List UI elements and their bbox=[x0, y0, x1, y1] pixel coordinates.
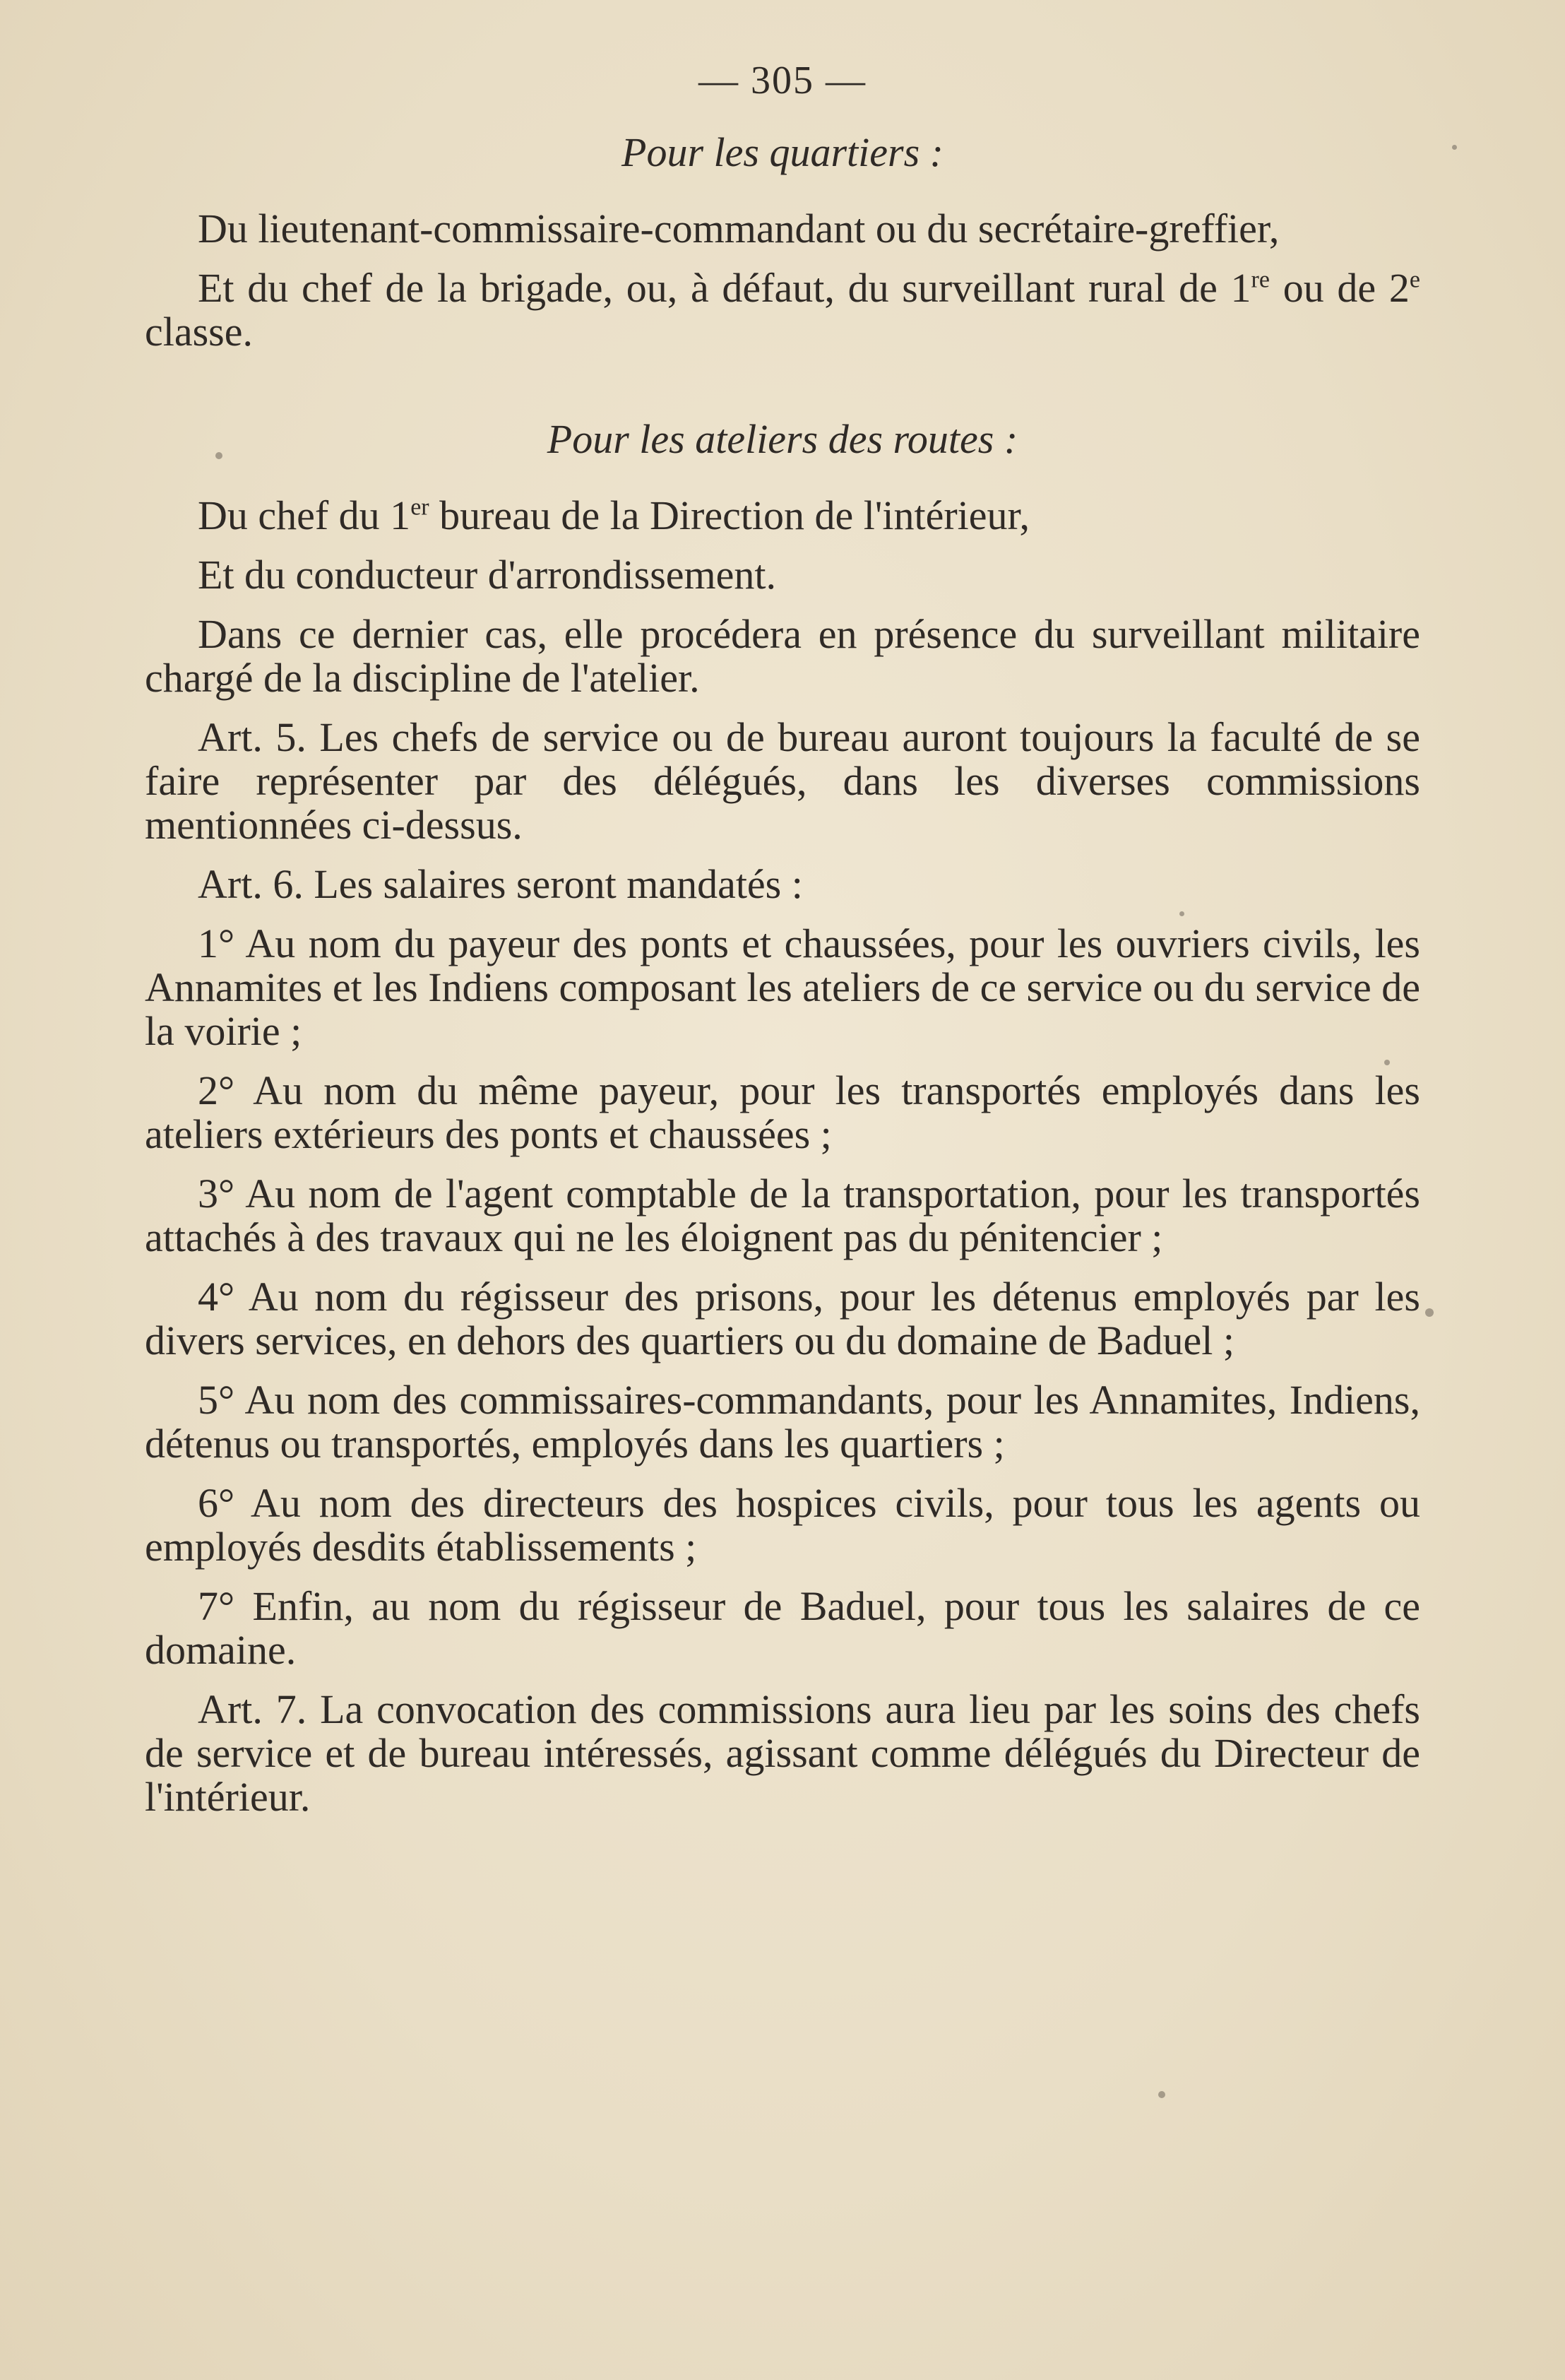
scan-speck bbox=[1384, 1060, 1390, 1065]
section-heading-ateliers: Pour les ateliers des routes : bbox=[547, 416, 1018, 462]
page-body bbox=[145, 131, 1420, 1835]
superscript-re: re bbox=[1251, 266, 1270, 293]
line-chef-bureau-post: bureau de la Direction de l'intérieur, bbox=[429, 492, 1030, 538]
superscript-er: er bbox=[410, 494, 429, 521]
line-chef-brigade-pre: Et du chef de la brigade, ou, à défaut, du surveillant rural de 1 bbox=[198, 265, 1251, 311]
line-conducteur: Et du conducteur d'arrondissement. bbox=[198, 552, 776, 598]
list-item-7: 7° Enfin, au nom du régisseur de Baduel, pour tous les salaires de ce domaine. bbox=[145, 1583, 1420, 1673]
line-chef-brigade-mid: ou de 2 bbox=[1269, 265, 1410, 311]
list-item-5: 5° Au nom des commissaires-commandants, pour les Annamites, Indiens, détenus ou transportés, employés dans les quartiers ; bbox=[145, 1377, 1420, 1467]
line-chef-brigade bbox=[145, 266, 1420, 354]
line-chef-bureau-pre: Du chef du 1 bbox=[198, 492, 411, 538]
paragraph-dernier-cas: Dans ce dernier cas, elle procédera en présence du surveillant militaire chargé de la discipline de l'atelier. bbox=[145, 611, 1420, 701]
scan-speck bbox=[1179, 911, 1184, 916]
paragraph-art-5: Art. 5. Les chefs de service ou de bureau auront toujours la faculté de se faire représenter par des délégués, dans les diverses commissions mentionnées ci-dessus. bbox=[145, 714, 1420, 848]
paragraph-art-7: Art. 7. La convocation des commissions aura lieu par les soins des chefs de service et de bureau intéressés, agissant comme délégués du Directeur de l'intérieur. bbox=[145, 1686, 1420, 1820]
section-heading-quartiers: Pour les quartiers : bbox=[621, 129, 944, 175]
paragraph-art-6: Art. 6. Les salaires seront mandatés : bbox=[198, 861, 803, 907]
page-number: — 305 — bbox=[698, 59, 867, 102]
scan-speck bbox=[215, 452, 222, 459]
list-item-2: 2° Au nom du même payeur, pour les transportés employés dans les ateliers extérieurs des ponts et chaussées ; bbox=[145, 1067, 1420, 1157]
list-item-3: 3° Au nom de l'agent comptable de la transportation, pour les transportés attachés à des travaux qui ne les éloignent pas du pénitencier ; bbox=[145, 1171, 1420, 1260]
scan-speck bbox=[1425, 1308, 1434, 1317]
scan-speck bbox=[1452, 145, 1457, 150]
line-chef-bureau bbox=[145, 494, 1420, 538]
scan-speck bbox=[1158, 2091, 1165, 2098]
list-item-1: 1° Au nom du payeur des ponts et chaussées, pour les ouvriers civils, les Annamites et les Indiens composant les ateliers de ce service ou du service de la voirie ; bbox=[145, 920, 1420, 1054]
line-chef-brigade-post: classe. bbox=[145, 309, 253, 355]
line-lieutenant: Du lieutenant-commissaire-commandant ou du secrétaire-greffier, bbox=[198, 206, 1280, 251]
superscript-e: e bbox=[1409, 266, 1420, 293]
list-item-4: 4° Au nom du régisseur des prisons, pour les détenus employés par les divers services, en dehors des quartiers ou du domaine de Baduel ; bbox=[145, 1274, 1420, 1363]
list-item-6: 6° Au nom des directeurs des hospices civils, pour tous les agents ou employés desdits établissements ; bbox=[145, 1480, 1420, 1570]
